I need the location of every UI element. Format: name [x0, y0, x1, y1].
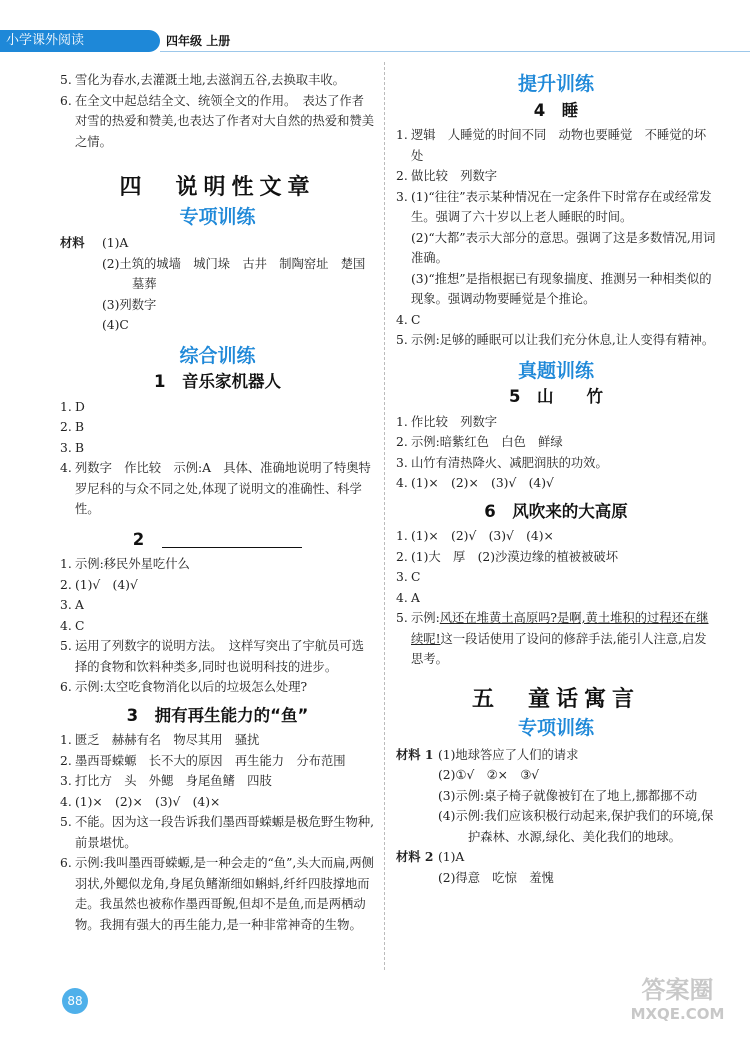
article-title: 3 拥有再生能力的“鱼”: [126, 705, 309, 725]
answer-item: 5. 运用了列数字的说明方法。 这样写突出了宇航员可选择的食物和饮料种类多,同时也说明科技的进步。: [60, 639, 364, 674]
answer-item: 3. 打比方 头 外鳃 身尾鱼鳍 四肢: [60, 774, 272, 788]
answer-item: 4. A: [396, 590, 420, 605]
material-label: 材料: [60, 235, 85, 250]
article-title: 2: [60, 530, 375, 551]
column-divider: [384, 62, 385, 970]
answer-item: 6. 在全文中起总结全文、统领全文的作用。 表达了作者对雪的热爱和赞美,也表达了作者对大自然的热爱和赞美之情。: [60, 93, 375, 149]
answer-item: 2. 墨西哥蝾螈 长不大的原因 再生能力 分布范围: [60, 753, 346, 768]
article-title: 4 睡: [533, 100, 579, 120]
answer-item: 1. 示例:移民外星吃什么: [60, 557, 190, 571]
answer-item: 4. C: [60, 618, 85, 633]
answer-item: 4. 列数字 作比较 示例:A 具体、准确地说明了特奥特罗尼科的与众不同之处,体现了说明文的准确性、科学性。: [60, 461, 371, 516]
answer-item: 2. 做比较 列数字: [396, 169, 498, 183]
answer-item: 1. 作比较 列数字: [396, 414, 498, 429]
answer-item: 1. D: [60, 399, 85, 414]
section-title: 专项训练: [179, 205, 256, 228]
answer-item: 4. (1)× (2)× (3)√ (4)√: [396, 476, 554, 490]
grade: 四年级: [166, 34, 203, 48]
page-header: [0, 30, 750, 52]
answer-item: 3. 山竹有清热降火、减肥润肤的功效。: [396, 455, 608, 470]
answer-item: 2. (1)大 厚 (2)沙漠边缘的植被被破坏: [396, 549, 618, 564]
answer-item: 5. 雪化为春水,去灌溉土地,去滋润五谷,去换取丰收。: [60, 73, 345, 87]
title-blank-line: [162, 533, 302, 548]
answer-item: 5. 示例:风还在堆黄土高原吗?是啊,黄土堆积的过程还在继续呢!这一段话使用了设问的修辞手法,能引人注意,启发思考。: [396, 611, 709, 666]
material-label: 材料 2: [396, 849, 434, 864]
answer-item: 3. C: [396, 570, 421, 584]
answer-item: 4. C: [396, 312, 421, 327]
series-title: 小学课外阅读: [0, 30, 160, 52]
answer-item: 4. (1)× (2)× (3)√ (4)×: [60, 794, 221, 809]
article-title: 1 音乐家机器人: [154, 372, 281, 391]
answer-item: 6. 示例:太空吃食物消化以后的垃圾怎么处理?: [60, 680, 308, 694]
answer-item: 5. 不能。因为这一段告诉我们墨西哥蝾螈是极危野生物种,前景堪忧。: [60, 815, 375, 850]
material-block: 材料 (1)A (2)土筑的城墙 城门垛 古井 制陶窑址 楚国墓葬 (3)列数字 (4)C: [60, 235, 366, 332]
answer-item: 1. 逻辑 人睡觉的时间不同 动物也要睡觉 不睡觉的坏处: [396, 128, 707, 163]
answer-item: 2. (1)√ (4)√: [60, 577, 138, 592]
section-title: 专项训练: [517, 717, 594, 739]
answer-item: 2. B: [60, 420, 85, 434]
answer-subitem: (2)“大都”表示大部分的意思。强调了这是多数情况,用词准确。: [411, 230, 716, 265]
header-rule: [160, 51, 750, 52]
right-column: [396, 70, 716, 888]
volume: 上册: [206, 34, 231, 48]
material-block: 材料 1 (1)地球答应了人们的请求 (2)①√ ②× ③√ (3)示例:桌子椅子就像被钉在了地上,挪都挪不动 (4)示例:我们应该积极行动起来,保护我们的环境,保护森林、水源,绿化、美化我们的地球。: [396, 746, 714, 844]
section-title: 真题训练: [517, 359, 594, 382]
watermark-logo: 答案圈 MXQE.COM: [630, 976, 725, 1023]
answer-item: 3. (1)“往往”表示某种情况在一定条件下时常存在或经常发生。强调了六十岁以上老人睡眠的时间。: [396, 189, 712, 224]
answer-item: 1. (1)× (2)√ (3)√ (4)×: [396, 529, 554, 543]
answer-item: 1. 匮乏 赫赫有名 物尽其用 骚扰: [60, 733, 260, 747]
unit-title: 四 说明性文章: [119, 175, 316, 200]
left-column: [60, 70, 375, 935]
article-title: 5 山 竹: [509, 387, 603, 406]
answer-item: 5. 示例:足够的睡眠可以让我们充分休息,让人变得有精神。: [396, 333, 715, 347]
answer-subitem: (3)“推想”是指根据已有现象揣度、推测另一种相类似的现象。强调动物要睡觉是个推论。: [411, 271, 712, 306]
article-title: 6 风吹来的大高原: [484, 501, 628, 521]
page-number: 88: [62, 988, 88, 1014]
grade-label: [166, 30, 230, 52]
material-label: 材料 1: [396, 746, 434, 762]
unit-title: 五 童话寓言: [471, 686, 640, 712]
material-block: 材料 2 (1)A (2)得意 吃惊 羞愧: [396, 849, 554, 885]
underlined-quote: 风还在堆黄土高原吗?是啊,黄土堆积的过程还在继续呢!: [411, 611, 709, 646]
answer-item: 3. A: [60, 598, 84, 612]
section-title: 综合训练: [179, 344, 256, 367]
answer-item: 6. 示例:我叫墨西哥蝾螈,是一种会走的“鱼”,头大而扁,两侧羽状,外鳃似龙角,身尾负鳍渐细如蝌蚪,纤纤四肢撑地而走。我虽然也被称作墨西哥鲵,但却不是鱼,而是两栖动物。我拥有强大的再生能力,是一种非常神奇的生物。: [60, 856, 374, 932]
section-title: 提升训练: [517, 73, 594, 95]
answer-item: 2. 示例:暗紫红色 白色 鲜绿: [396, 435, 563, 449]
answer-item: 3. B: [60, 440, 85, 455]
